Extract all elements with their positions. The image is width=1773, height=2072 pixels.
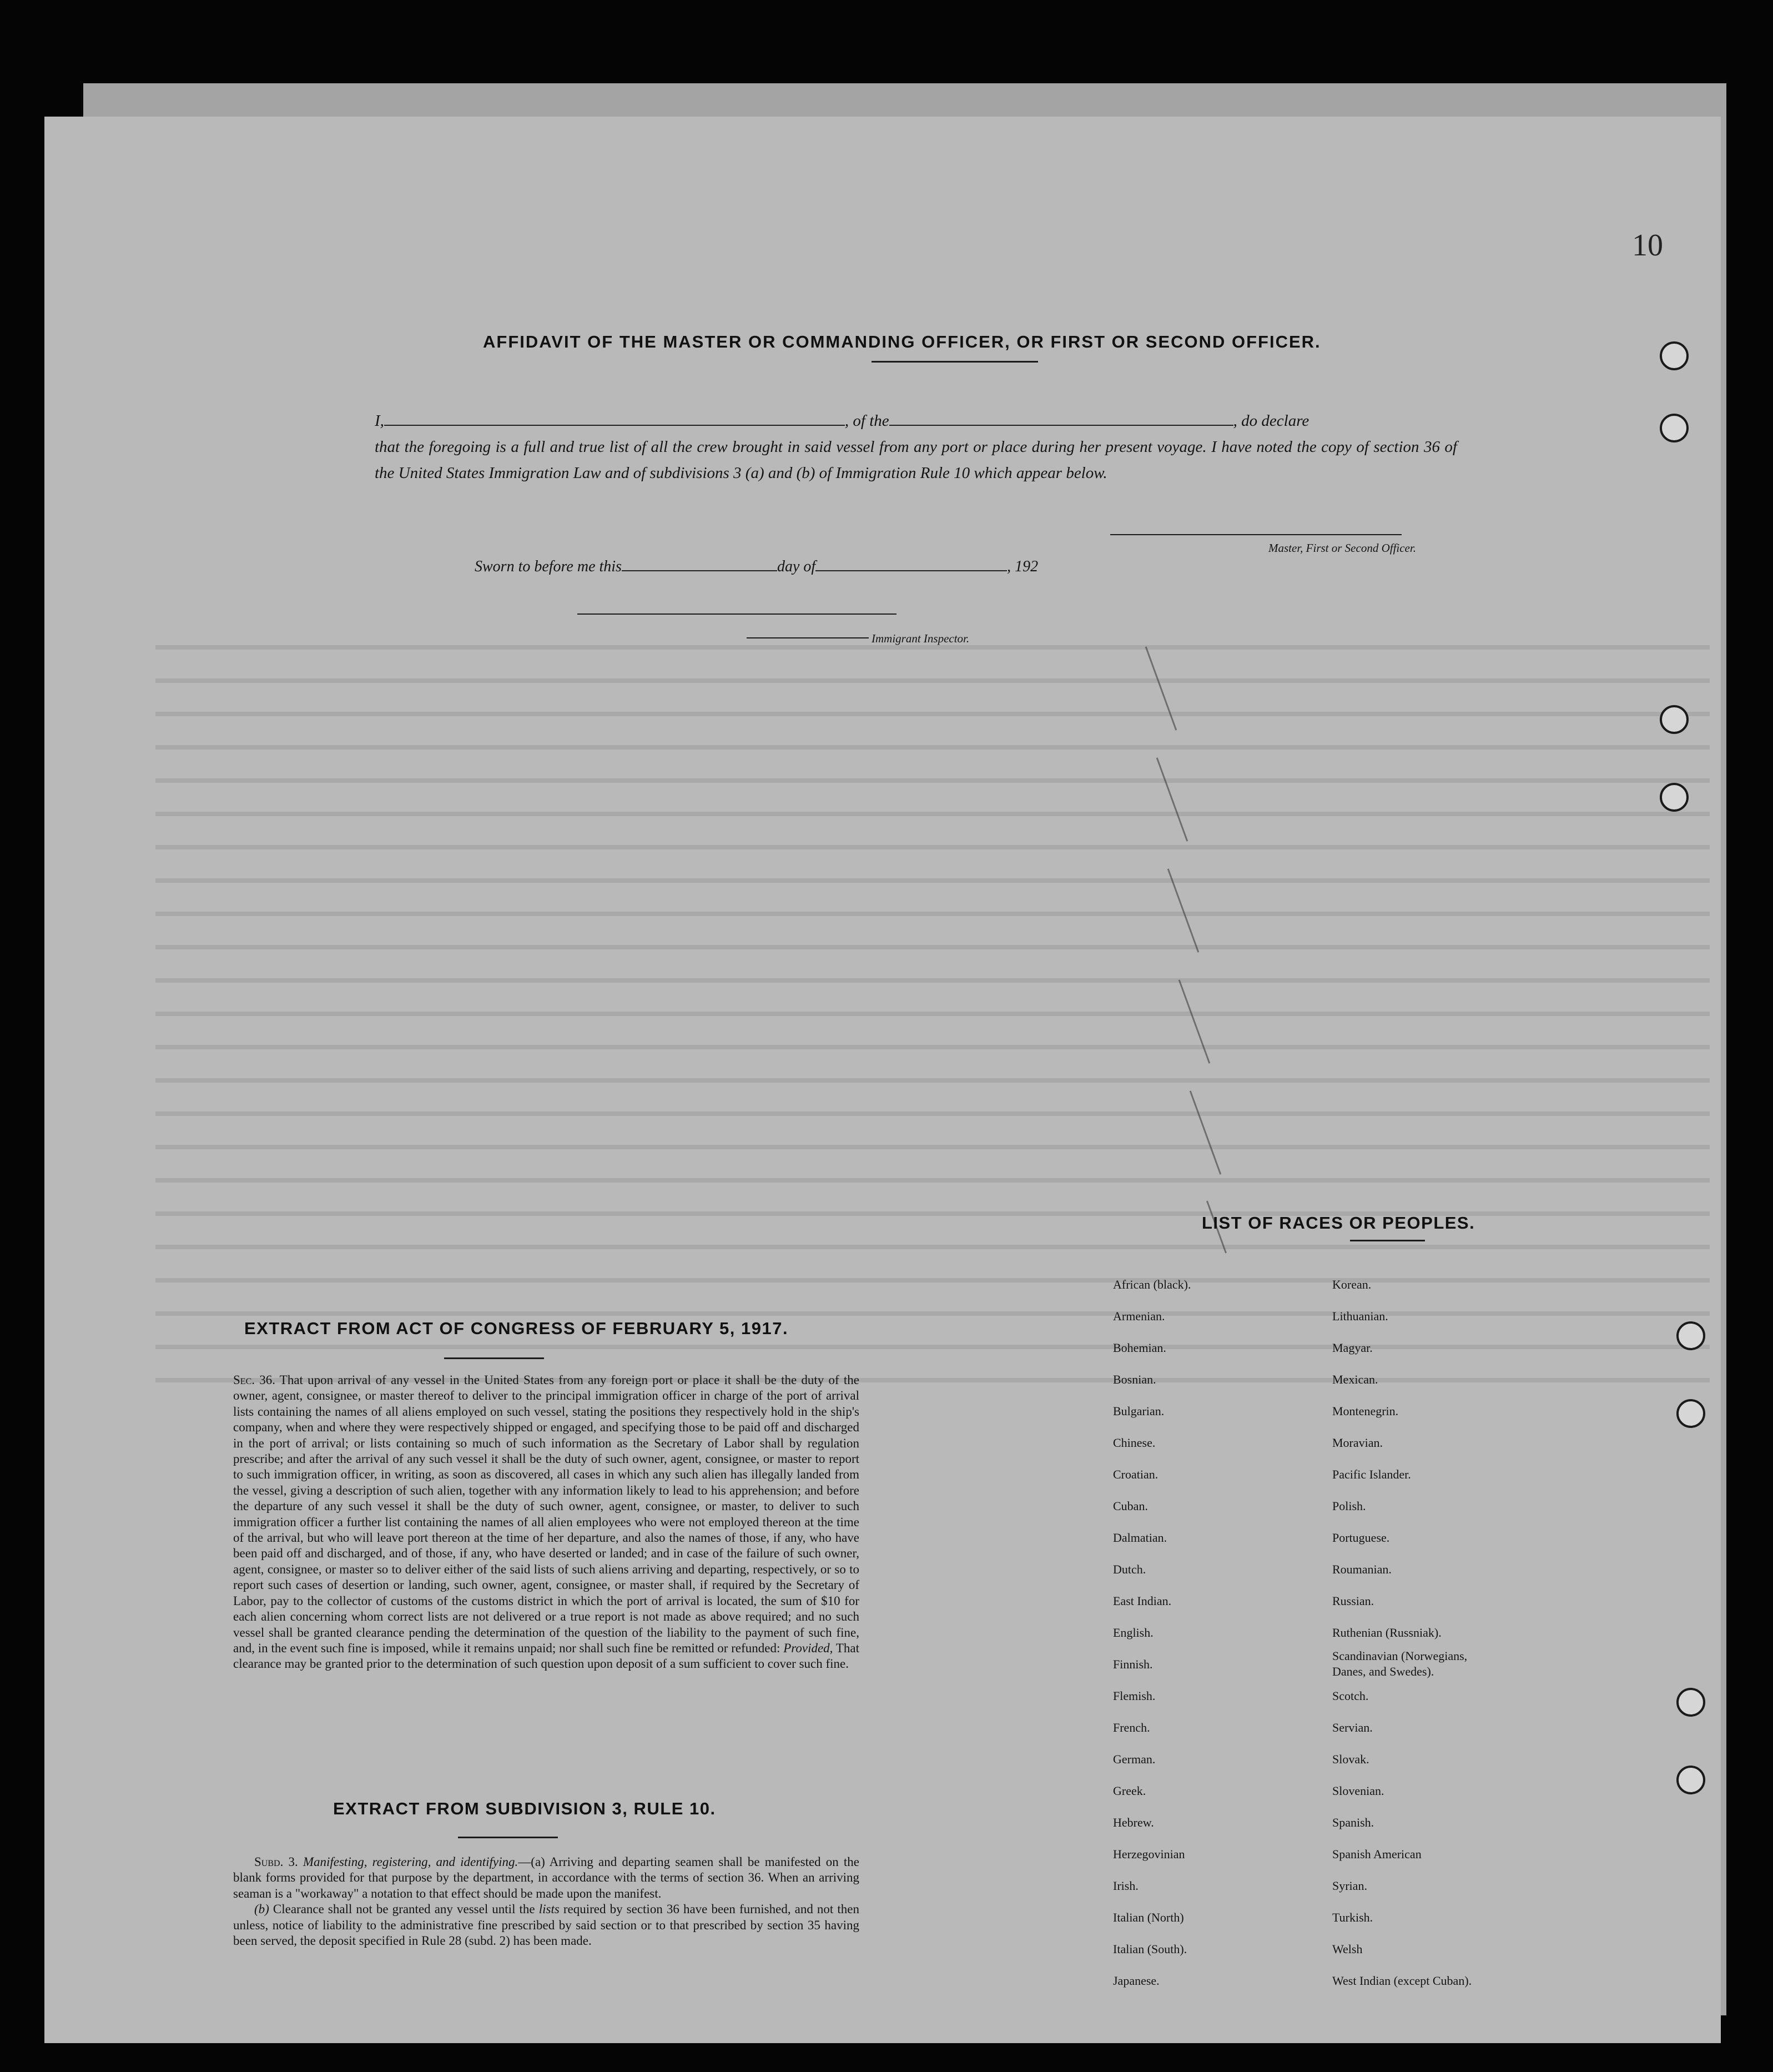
binder-hole — [1660, 414, 1689, 442]
race-item: Spanish. — [1332, 1815, 1374, 1829]
race-item: Slovenian. — [1332, 1784, 1384, 1798]
race-item: Servian. — [1332, 1721, 1373, 1734]
race-item: Flemish. — [1113, 1689, 1156, 1703]
race-item: English. — [1113, 1626, 1154, 1640]
race-item: Hebrew. — [1113, 1815, 1154, 1829]
race-item: Greek. — [1113, 1784, 1146, 1798]
races-title: LIST OF RACES OR PEOPLES. — [1202, 1213, 1475, 1233]
race-item: Scandinavian (Norwegians, Danes, and Swedes). — [1332, 1649, 1468, 1678]
master-signature-label: Master, First or Second Officer. — [1268, 541, 1416, 555]
page-number: 10 — [1632, 228, 1663, 263]
sec-provided: Provided, — [783, 1641, 833, 1655]
race-item: Montenegrin. — [1332, 1404, 1399, 1418]
subd-b-lists: lists — [538, 1902, 560, 1917]
race-item: Finnish. — [1113, 1657, 1153, 1671]
subd-label: Subd. 3. — [254, 1855, 298, 1869]
subd-b-text-end: required by section 36 have been furnished, and not then unless, notice of liability to the administrative fine prescribed by said section or to that prescribed by section 35 having been served, the deposit specified in Rule 28 (subd. 2) has been made. — [233, 1902, 860, 1948]
sworn-month-blank — [815, 560, 1007, 571]
race-item: German. — [1113, 1752, 1156, 1766]
binder-hole — [1660, 783, 1689, 812]
race-item: Korean. — [1332, 1278, 1372, 1291]
sworn-day-blank — [622, 560, 777, 571]
race-item: Dutch. — [1113, 1562, 1146, 1576]
binder-hole — [1676, 1688, 1705, 1717]
subd-heading: Manifesting, registering, and identifying. — [303, 1855, 518, 1869]
subd-b-label: (b) — [254, 1902, 269, 1917]
inspector-label-line — [747, 637, 869, 638]
manifest-page — [44, 117, 1721, 2043]
race-item: Syrian. — [1332, 1879, 1367, 1893]
extract-act-rule — [444, 1357, 544, 1359]
race-item: Lithuanian. — [1332, 1309, 1388, 1323]
binder-hole — [1660, 705, 1689, 734]
race-item: Bulgarian. — [1113, 1404, 1165, 1418]
name-blank — [384, 414, 845, 426]
extract-rule-rule — [458, 1837, 558, 1838]
binder-hole — [1676, 1321, 1705, 1350]
section-36-text — [233, 1372, 859, 1672]
race-item: Bosnian. — [1113, 1372, 1156, 1386]
race-item: Herzegovinian — [1113, 1847, 1185, 1861]
races-left-column — [1113, 1269, 1191, 1996]
race-item: Armenian. — [1113, 1309, 1165, 1323]
extract-rule-title: EXTRACT FROM SUBDIVISION 3, RULE 10. — [333, 1799, 716, 1818]
subd-paragraph-b — [233, 1902, 859, 1949]
decl-body: that the foregoing is a full and true list of all the crew brought in said vessel from any port or place during her present voyage. I have noted the copy of section 36 of the United States Immigration Law and of subdivisions 3 (a) and (b) of Immigration Rule 10 which appear below. — [375, 438, 1457, 482]
race-item: Roumanian. — [1332, 1562, 1392, 1576]
extract-act-title: EXTRACT FROM ACT OF CONGRESS OF FEBRUARY 5, 1917. — [244, 1319, 789, 1338]
subd-paragraph-a — [233, 1854, 859, 1902]
race-item: Cuban. — [1113, 1499, 1148, 1513]
decl-i: I, — [375, 412, 384, 430]
race-item: Polish. — [1332, 1499, 1366, 1513]
race-item: Bohemian. — [1113, 1341, 1166, 1355]
binder-hole — [1660, 341, 1689, 370]
affidavit-title: AFFIDAVIT OF THE MASTER OR COMMANDING OFFICER, OR FIRST OR SECOND OFFICER. — [483, 332, 1321, 351]
title-rule — [872, 361, 1038, 363]
race-item: Moravian. — [1332, 1436, 1383, 1450]
race-item: West Indian (except Cuban). — [1332, 1974, 1472, 1988]
races-rule — [1350, 1240, 1425, 1241]
vessel-blank — [889, 414, 1233, 426]
sec-label: Sec. 36. — [233, 1373, 275, 1387]
sworn-year: , 192 — [1007, 558, 1039, 575]
race-item: Mexican. — [1332, 1372, 1378, 1386]
race-item: Croatian. — [1113, 1467, 1159, 1481]
race-item: East Indian. — [1113, 1594, 1172, 1608]
sworn-line — [475, 558, 1038, 576]
race-item: Chinese. — [1113, 1436, 1156, 1450]
race-item: Portuguese. — [1332, 1531, 1390, 1545]
binder-hole — [1676, 1399, 1705, 1428]
sworn-prefix: Sworn to before me this — [475, 558, 622, 575]
race-item: French. — [1113, 1721, 1150, 1734]
race-item: Spanish American — [1332, 1847, 1422, 1861]
race-item: Italian (South). — [1113, 1942, 1187, 1956]
race-item: African (black). — [1113, 1278, 1191, 1291]
sec-body-end: That clearance may be granted prior to the determination of such question upon deposit of a sum sufficient to cover such fine. — [233, 1641, 859, 1671]
inspector-signature-line — [577, 613, 896, 615]
race-item: Scotch. — [1332, 1689, 1369, 1703]
race-item: Slovak. — [1332, 1752, 1369, 1766]
inspector-label: Immigrant Inspector. — [872, 632, 970, 645]
races-right-column — [1332, 1269, 1565, 1996]
affidavit-declaration — [375, 408, 1457, 486]
sec-body: That upon arrival of any vessel in the United States from any foreign port or place it shall be the duty of the owner, agent, consignee, or master thereof to deliver to the principal immigration officer in charge of the port of arrival lists containing the names of all aliens employed on such vessel, stating the positions they respectively hold in the ship's company, when and where they were respectively shipped or engaged, and specifying those to be paid off and discharged in the port of arrival; or lists containing so much of such information as the Secretary of Labor shall by regulation prescribe; and after the arrival of any such vessel it shall be the duty of such owner, agent, consignee, or master to report to such immigration officer, in writing, as soon as discovered, all cases in which any such alien has illegally landed from the vessel, giving a description of such alien, together with any information likely to lead to his apprehension; and before the departure of any such vessel it shall be the duty of such owner, agent, consignee, or master, to deliver to such immigration officer a further list containing the names of all alien employees who were not employed thereon at the time of the arrival, but who will leave port thereon at the time of her departure, and also the names of those, if any, who have been paid off and discharged, and of those, if any, who have deserted or landed; and in case of the failure of such owner, agent, consignee, or master so to deliver either of the said lists of such aliens arriving and departing, respectively, or so to report such cases of desertion or landing, such owner, agent, consignee, or master shall, if required by the Secretary of Labor, pay to the collector of customs of the customs district in which the port of arrival is located, the sum of $10 for each alien concerning whom correct lists are not delivered or a true report is not made as above required; and no such vessel shall be granted clearance pending the determination of the question of the liability to the payment of such fine, and, in the event such fine is imposed, while it remains unpaid; nor shall such fine be remitted or refunded: — [233, 1373, 859, 1655]
subd-para-a: —(a) Arriving and departing seamen shall be manifested on the blank forms provided for that purpose by the department, in accordance with the terms of section 36. When an arriving seaman is a "workaway" a notation to that effect should be made upon the manifest. — [233, 1855, 860, 1900]
race-item: Dalmatian. — [1113, 1531, 1167, 1545]
race-item: Japanese. — [1113, 1974, 1160, 1988]
race-item: Pacific Islander. — [1332, 1467, 1411, 1481]
binder-hole — [1676, 1766, 1705, 1794]
decl-do-declare: , do declare — [1233, 412, 1309, 430]
sworn-day-of: day of — [777, 558, 816, 575]
race-item: Italian (North) — [1113, 1910, 1184, 1924]
race-item: Russian. — [1332, 1594, 1374, 1608]
race-item: Magyar. — [1332, 1341, 1373, 1355]
rule-10-text — [233, 1854, 859, 1949]
race-item: Ruthenian (Russniak). — [1332, 1626, 1442, 1640]
decl-of-the: , of the — [844, 412, 889, 430]
subd-b-text: Clearance shall not be granted any vessel until the — [273, 1902, 535, 1917]
race-item: Turkish. — [1332, 1910, 1373, 1924]
master-signature-line — [1110, 534, 1402, 535]
race-item: Welsh — [1332, 1942, 1363, 1956]
race-item: Irish. — [1113, 1879, 1139, 1893]
